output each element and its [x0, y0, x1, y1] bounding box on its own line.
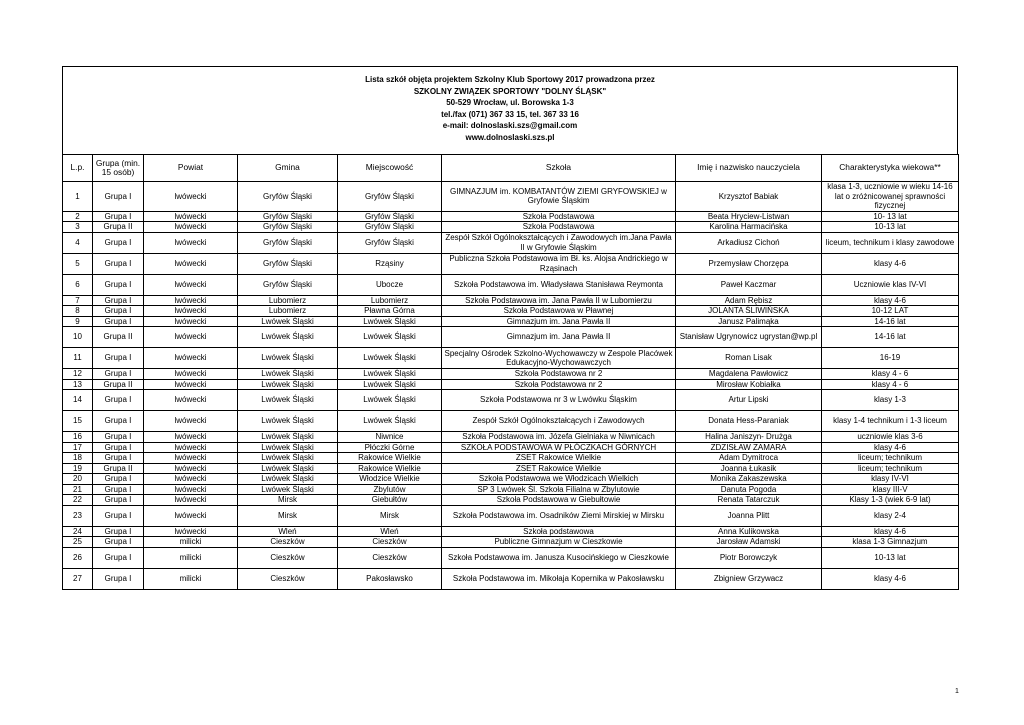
- cell-age-profile: klasa 1-3 Gimnazjum: [822, 537, 959, 548]
- schools-table: [62, 154, 959, 590]
- cell-school: Szkoła Podstawowa nr 3 w Lwówku Śląskim: [442, 390, 676, 411]
- cell-age-profile: 10-12 LAT: [822, 306, 959, 317]
- cell-school: Szkoła Podstawowa we Włodzicach Wielkich: [442, 474, 676, 485]
- cell-county: lwówecki: [144, 411, 238, 432]
- cell-commune: Mirsk: [238, 505, 338, 526]
- cell-group: Grupa I: [93, 211, 144, 222]
- cell-school: Szkoła podstawowa: [442, 526, 676, 537]
- cell-age-profile: klasa 1-3, uczniowie w wieku 14-16 lat o zróżnicowanej sprawności fizycznej: [822, 182, 959, 212]
- cell-group: Grupa I: [93, 411, 144, 432]
- cell-teacher: Halina Janiszyn- Drużga: [676, 432, 822, 443]
- cell-age-profile: klasy IV-VI: [822, 474, 959, 485]
- cell-school: SZKOŁA PODSTAWOWA W PŁÓCZKACH GÓRNYCH: [442, 442, 676, 453]
- cell-teacher: Mirosław Kobiałka: [676, 379, 822, 390]
- cell-school: Szkoła Podstawowa nr 2: [442, 369, 676, 380]
- cell-commune: Cieszków: [238, 568, 338, 589]
- cell-school: Szkoła Podstawowa w Giebułtowie: [442, 495, 676, 506]
- cell-group: Grupa I: [93, 526, 144, 537]
- table-header-row: [63, 155, 959, 182]
- column-header-group: Grupa (min. 15 osób): [93, 155, 144, 182]
- cell-county: lwówecki: [144, 474, 238, 485]
- cell-commune: Cieszków: [238, 547, 338, 568]
- cell-teacher: Adam Dymitroca: [676, 453, 822, 464]
- table-row: [63, 306, 959, 317]
- cell-town: Rakowice Wielkie: [338, 463, 442, 474]
- cell-school: Publiczne Gimnazjum w Cieszkowie: [442, 537, 676, 548]
- cell-commune: Lwówek Śląski: [238, 327, 338, 348]
- column-header-town: Miejscowość: [338, 155, 442, 182]
- cell-commune: Gryfów Śląski: [238, 211, 338, 222]
- cell-teacher: Adam Rębisz: [676, 295, 822, 306]
- cell-group: Grupa I: [93, 306, 144, 317]
- cell-county: lwówecki: [144, 369, 238, 380]
- cell-group: Grupa I: [93, 547, 144, 568]
- cell-county: lwówecki: [144, 442, 238, 453]
- table-body: [63, 182, 959, 590]
- cell-county: lwówecki: [144, 432, 238, 443]
- cell-teacher: Janusz Palimąka: [676, 316, 822, 327]
- table-row: [63, 411, 959, 432]
- cell-age-profile: klasy 4-6: [822, 253, 959, 274]
- cell-teacher: JOLANTA ŚLIWIŃSKA: [676, 306, 822, 317]
- cell-school: Specjalny Ośrodek Szkolno-Wychowawczy w Zespole Placówek Edukacyjno-Wychowawczych: [442, 348, 676, 369]
- cell-county: lwówecki: [144, 495, 238, 506]
- table-row: [63, 526, 959, 537]
- header-organization: SZKOLNY ZWIĄZEK SPORTOWY "DOLNY ŚLĄSK": [413, 86, 607, 96]
- table-row: [63, 274, 959, 295]
- table-row: [63, 537, 959, 548]
- cell-commune: Gryfów Śląski: [238, 232, 338, 253]
- cell-teacher: Monika Zakaszewska: [676, 474, 822, 485]
- cell-town: Gryfów Śląski: [338, 222, 442, 233]
- table-row: [63, 316, 959, 327]
- cell-commune: Lwówek Śląski: [238, 390, 338, 411]
- cell-commune: Lwówek Śląski: [238, 463, 338, 474]
- cell-age-profile: klasy 1-4 technikum i 1-3 liceum: [822, 411, 959, 432]
- cell-town: Lwówek Śląski: [338, 411, 442, 432]
- cell-teacher: Donata Hess-Paraniak: [676, 411, 822, 432]
- cell-group: Grupa I: [93, 390, 144, 411]
- cell-town: Wleń: [338, 526, 442, 537]
- table-row: [63, 295, 959, 306]
- cell-group: Grupa I: [93, 537, 144, 548]
- cell-age-profile: 10-13 lat: [822, 222, 959, 233]
- cell-group: Grupa I: [93, 232, 144, 253]
- cell-lp: 12: [63, 369, 93, 380]
- cell-lp: 15: [63, 411, 93, 432]
- cell-county: lwówecki: [144, 316, 238, 327]
- cell-age-profile: klasy 4-6: [822, 568, 959, 589]
- cell-group: Grupa I: [93, 316, 144, 327]
- cell-teacher: Karolina Harmacińska: [676, 222, 822, 233]
- cell-lp: 13: [63, 379, 93, 390]
- cell-teacher: Renata Tatarczuk: [676, 495, 822, 506]
- table-row: [63, 379, 959, 390]
- cell-county: lwówecki: [144, 232, 238, 253]
- cell-town: Mirsk: [338, 505, 442, 526]
- cell-teacher: Artur Lipski: [676, 390, 822, 411]
- cell-county: lwówecki: [144, 182, 238, 212]
- table-row: [63, 327, 959, 348]
- table-row: [63, 495, 959, 506]
- document-header: [62, 66, 958, 154]
- table-row: [63, 232, 959, 253]
- cell-school: Publiczna Szkoła Podstawowa im Bł. ks. Alojsa Andrickiego w Rząsinach: [442, 253, 676, 274]
- cell-age-profile: klasy 4-6: [822, 442, 959, 453]
- cell-county: lwówecki: [144, 211, 238, 222]
- column-header-teacher: Imię i nazwisko nauczyciela: [676, 155, 822, 182]
- header-title: Lista szkół objęta projektem Szkolny Klub Sportowy 2017 prowadzona przez: [365, 75, 655, 84]
- cell-lp: 6: [63, 274, 93, 295]
- cell-school: Szkoła Podstawowa: [442, 211, 676, 222]
- cell-commune: Gryfów Śląski: [238, 274, 338, 295]
- cell-lp: 16: [63, 432, 93, 443]
- cell-group: Grupa I: [93, 568, 144, 589]
- cell-teacher: Arkadiusz Cichoń: [676, 232, 822, 253]
- cell-teacher: Paweł Kaczmar: [676, 274, 822, 295]
- column-header-lp: L.p.: [63, 155, 93, 182]
- cell-lp: 26: [63, 547, 93, 568]
- cell-county: lwówecki: [144, 295, 238, 306]
- cell-age-profile: klasy 2-4: [822, 505, 959, 526]
- cell-county: lwówecki: [144, 253, 238, 274]
- cell-commune: Lubomierz: [238, 295, 338, 306]
- cell-group: Grupa I: [93, 474, 144, 485]
- cell-age-profile: 10-13 lat: [822, 547, 959, 568]
- header-email: e-mail: dolnoslaski.szs@gmail.com: [442, 121, 578, 130]
- cell-county: lwówecki: [144, 526, 238, 537]
- cell-town: Gryfów Śląski: [338, 182, 442, 212]
- cell-age-profile: liceum, technikum i klasy zawodowe: [822, 232, 959, 253]
- cell-commune: Lwówek Śląski: [238, 453, 338, 464]
- column-header-commune: Gmina: [238, 155, 338, 182]
- cell-lp: 25: [63, 537, 93, 548]
- cell-town: Lwówek Śląski: [338, 390, 442, 411]
- table-row: [63, 222, 959, 233]
- cell-age-profile: 10- 13 lat: [822, 211, 959, 222]
- cell-lp: 11: [63, 348, 93, 369]
- cell-teacher: Beata Hryciew-Listwan: [676, 211, 822, 222]
- header-phone: tel./fax (071) 367 33 15, tel. 367 33 16: [441, 109, 579, 119]
- cell-commune: Mirsk: [238, 495, 338, 506]
- cell-age-profile: klasy 4-6: [822, 526, 959, 537]
- table-row: [63, 182, 959, 212]
- cell-school: Szkoła Podstawowa im. Mikołaja Kopernika w Pakosławsku: [442, 568, 676, 589]
- cell-county: lwówecki: [144, 484, 238, 495]
- cell-lp: 3: [63, 222, 93, 233]
- cell-group: Grupa II: [93, 222, 144, 233]
- cell-commune: Lwówek Śląski: [238, 474, 338, 485]
- cell-age-profile: klasy 4 - 6: [822, 379, 959, 390]
- cell-commune: Lwówek Śląski: [238, 411, 338, 432]
- cell-teacher: ZDZISŁAW ZAMARA: [676, 442, 822, 453]
- cell-town: Pakosławsko: [338, 568, 442, 589]
- cell-lp: 1: [63, 182, 93, 212]
- cell-lp: 7: [63, 295, 93, 306]
- cell-commune: Lubomierz: [238, 306, 338, 317]
- header-address: 50-529 Wrocław, ul. Borowska 1-3: [446, 98, 574, 107]
- cell-commune: Gryfów Śląski: [238, 182, 338, 212]
- cell-lp: 5: [63, 253, 93, 274]
- cell-lp: 19: [63, 463, 93, 474]
- cell-county: lwówecki: [144, 505, 238, 526]
- cell-teacher: Zbigniew Grzywacz: [676, 568, 822, 589]
- cell-lp: 22: [63, 495, 93, 506]
- cell-school: Szkoła Podstawowa nr 2: [442, 379, 676, 390]
- cell-town: Gryfów Śląski: [338, 211, 442, 222]
- table-row: [63, 348, 959, 369]
- cell-commune: Lwówek Śląski: [238, 369, 338, 380]
- cell-county: lwówecki: [144, 306, 238, 317]
- cell-teacher: Jarosław Adamski: [676, 537, 822, 548]
- cell-lp: 4: [63, 232, 93, 253]
- header-website: www.dolnoslaski.szs.pl: [465, 132, 555, 142]
- cell-town: Giebułtów: [338, 495, 442, 506]
- cell-school: Szkoła Podstawowa im. Janusza Kusocińskiego w Cieszkowie: [442, 547, 676, 568]
- cell-county: lwówecki: [144, 379, 238, 390]
- table-row: [63, 432, 959, 443]
- table-row: [63, 369, 959, 380]
- cell-teacher: Roman Lisak: [676, 348, 822, 369]
- cell-county: lwówecki: [144, 453, 238, 464]
- cell-lp: 23: [63, 505, 93, 526]
- cell-lp: 14: [63, 390, 93, 411]
- cell-county: milicki: [144, 537, 238, 548]
- cell-age-profile: uczniowie klas 3-6: [822, 432, 959, 443]
- cell-commune: Lwówek Śląski: [238, 442, 338, 453]
- cell-teacher: Danuta Pogoda: [676, 484, 822, 495]
- cell-group: Grupa II: [93, 327, 144, 348]
- table-row: [63, 211, 959, 222]
- cell-town: Cieszków: [338, 537, 442, 548]
- cell-county: lwówecki: [144, 463, 238, 474]
- cell-lp: 8: [63, 306, 93, 317]
- cell-school: Szkoła Podstawowa im. Władysława Stanisława Reymonta: [442, 274, 676, 295]
- cell-school: Szkoła Podstawowa im. Józefa Gielniaka w Niwnicach: [442, 432, 676, 443]
- table-row: [63, 484, 959, 495]
- cell-teacher: Przemysław Chorzępa: [676, 253, 822, 274]
- cell-teacher: Joanna Łukasik: [676, 463, 822, 474]
- cell-school: ZSET Rakowice Wielkie: [442, 463, 676, 474]
- table-row: [63, 442, 959, 453]
- cell-school: ZSET Rakowice Wielkie: [442, 453, 676, 464]
- cell-school: Szkoła Podstawowa im. Jana Pawła II w Lubomierzu: [442, 295, 676, 306]
- cell-town: Lwówek Śląski: [338, 369, 442, 380]
- cell-county: lwówecki: [144, 390, 238, 411]
- cell-commune: Lwówek Śląski: [238, 379, 338, 390]
- cell-teacher: Piotr Borowczyk: [676, 547, 822, 568]
- cell-county: lwówecki: [144, 274, 238, 295]
- page-number: 1: [955, 688, 959, 695]
- cell-lp: 20: [63, 474, 93, 485]
- cell-age-profile: klasy 1-3: [822, 390, 959, 411]
- cell-county: lwówecki: [144, 222, 238, 233]
- cell-teacher: Krzysztof Babiak: [676, 182, 822, 212]
- table-row: [63, 505, 959, 526]
- cell-group: Grupa I: [93, 442, 144, 453]
- cell-age-profile: 14-16 lat: [822, 316, 959, 327]
- cell-age-profile: 16-19: [822, 348, 959, 369]
- cell-teacher: Joanna Plitt: [676, 505, 822, 526]
- cell-teacher: Magdalena Pawłowicz: [676, 369, 822, 380]
- cell-commune: Lwówek Śląski: [238, 432, 338, 443]
- cell-town: Lwówek Śląski: [338, 316, 442, 327]
- cell-commune: Lwówek Śląski: [238, 316, 338, 327]
- cell-school: Zespół Szkół Ogólnokształcących i Zawodowych im.Jana Pawła II w Gryfowie Śląskim: [442, 232, 676, 253]
- cell-group: Grupa I: [93, 182, 144, 212]
- cell-school: Szkoła Podstawowa w Pławnej: [442, 306, 676, 317]
- cell-town: Lwówek Śląski: [338, 327, 442, 348]
- cell-group: Grupa I: [93, 295, 144, 306]
- cell-group: Grupa II: [93, 379, 144, 390]
- cell-group: Grupa I: [93, 484, 144, 495]
- cell-county: milicki: [144, 547, 238, 568]
- cell-group: Grupa I: [93, 505, 144, 526]
- cell-county: milicki: [144, 568, 238, 589]
- cell-lp: 18: [63, 453, 93, 464]
- cell-school: Gimnazjum im. Jana Pawła II: [442, 327, 676, 348]
- cell-town: Ubocze: [338, 274, 442, 295]
- cell-age-profile: Uczniowie klas IV-VI: [822, 274, 959, 295]
- cell-county: lwówecki: [144, 348, 238, 369]
- cell-county: lwówecki: [144, 327, 238, 348]
- cell-school: GIMNAZJUM im. KOMBATANTÓW ZIEMI GRYFOWSKIEJ w Gryfowie Śląskim: [442, 182, 676, 212]
- cell-teacher: Stanisław Ugrynowicz ugrystan@wp.pl: [676, 327, 822, 348]
- cell-age-profile: klasy III-V: [822, 484, 959, 495]
- cell-school: Szkoła Podstawowa: [442, 222, 676, 233]
- cell-town: Lubomierz: [338, 295, 442, 306]
- cell-school: Zespół Szkół Ogólnokształcących i Zawodowych: [442, 411, 676, 432]
- table-row: [63, 253, 959, 274]
- cell-town: Rząsiny: [338, 253, 442, 274]
- cell-age-profile: 14-16 lat: [822, 327, 959, 348]
- cell-commune: Lwówek Śląski: [238, 484, 338, 495]
- cell-commune: Cieszków: [238, 537, 338, 548]
- cell-group: Grupa I: [93, 348, 144, 369]
- cell-town: Zbylutów: [338, 484, 442, 495]
- table-row: [63, 390, 959, 411]
- cell-lp: 24: [63, 526, 93, 537]
- cell-commune: Wleń: [238, 526, 338, 537]
- cell-commune: Lwówek Śląski: [238, 348, 338, 369]
- cell-group: Grupa I: [93, 274, 144, 295]
- cell-group: Grupa I: [93, 432, 144, 443]
- cell-age-profile: liceum; technikum: [822, 453, 959, 464]
- cell-town: Rakowice Wielkie: [338, 453, 442, 464]
- cell-lp: 10: [63, 327, 93, 348]
- cell-town: Płóczki Górne: [338, 442, 442, 453]
- cell-lp: 27: [63, 568, 93, 589]
- column-header-school: Szkoła: [442, 155, 676, 182]
- cell-age-profile: klasy 4 - 6: [822, 369, 959, 380]
- cell-group: Grupa I: [93, 369, 144, 380]
- table-row: [63, 453, 959, 464]
- cell-commune: Gryfów Śląski: [238, 222, 338, 233]
- cell-lp: 21: [63, 484, 93, 495]
- cell-age-profile: Klasy 1-3 (wiek 6-9 lat): [822, 495, 959, 506]
- cell-town: Lwówek Śląski: [338, 348, 442, 369]
- cell-town: Włodzice Wielkie: [338, 474, 442, 485]
- column-header-age-profile: Charakterystyka wiekowa**: [822, 155, 959, 182]
- cell-town: Lwówek Śląski: [338, 379, 442, 390]
- cell-town: Gryfów Śląski: [338, 232, 442, 253]
- table-row: [63, 568, 959, 589]
- table-row: [63, 474, 959, 485]
- cell-town: Niwnice: [338, 432, 442, 443]
- cell-town: Cieszków: [338, 547, 442, 568]
- cell-age-profile: klasy 4-6: [822, 295, 959, 306]
- column-header-county: Powiat: [144, 155, 238, 182]
- cell-school: SP 3 Lwówek Śl. Szkoła Filialna w Zbylutowie: [442, 484, 676, 495]
- cell-commune: Gryfów Śląski: [238, 253, 338, 274]
- cell-lp: 2: [63, 211, 93, 222]
- cell-teacher: Anna Kulikowska: [676, 526, 822, 537]
- cell-group: Grupa II: [93, 463, 144, 474]
- cell-lp: 9: [63, 316, 93, 327]
- table-row: [63, 463, 959, 474]
- cell-age-profile: liceum; technikum: [822, 463, 959, 474]
- cell-group: Grupa I: [93, 253, 144, 274]
- cell-town: Pławna Górna: [338, 306, 442, 317]
- cell-group: Grupa I: [93, 453, 144, 464]
- document-sheet: [62, 66, 958, 590]
- cell-group: Grupa I: [93, 495, 144, 506]
- cell-school: Gimnazjum im. Jana Pawła II: [442, 316, 676, 327]
- cell-lp: 17: [63, 442, 93, 453]
- cell-school: Szkoła Podstawowa im. Osadników Ziemi Mirskiej w Mirsku: [442, 505, 676, 526]
- table-row: [63, 547, 959, 568]
